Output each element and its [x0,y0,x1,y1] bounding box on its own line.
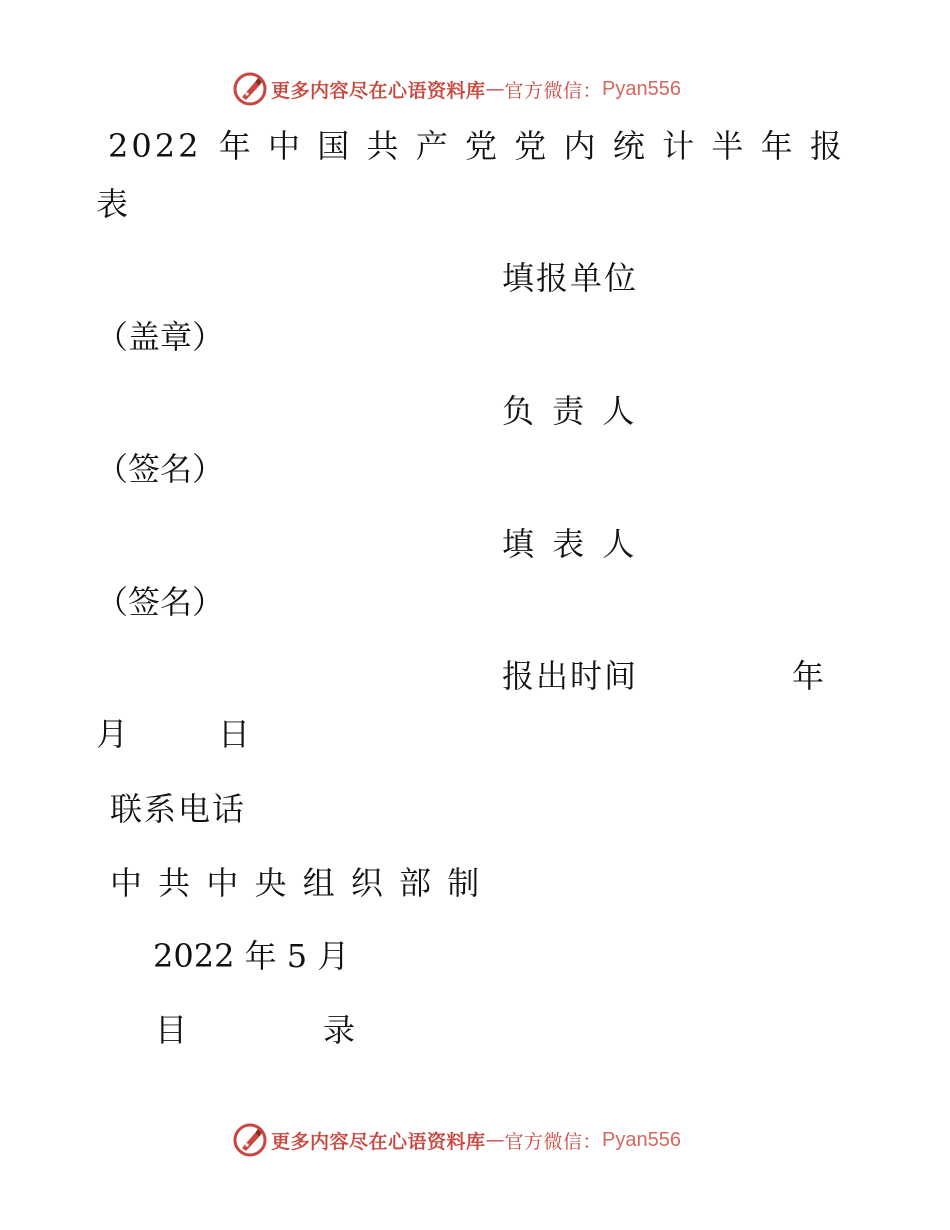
watermark-dash: — [485,78,505,100]
filler-label: 填 表 人 [502,525,639,563]
day-label: 日 [218,715,251,753]
title-char: 党 [514,127,547,165]
title-year: 2022 [108,127,202,165]
title-char: 共 [366,127,399,165]
title-char: 国 [317,127,350,165]
watermark-dash: — [485,1129,505,1151]
watermark-text: 更多内容尽在心语资料库 [271,1130,486,1153]
year-label: 年 [792,657,825,695]
watermark-text: 更多内容尽在心语资料库 [271,79,486,102]
unit-stamp-note: （盖章） [96,318,225,356]
issue-date: 2022 年 5 月 [153,937,350,975]
issuer: 中 共 中 央 组 织 部 制 [110,864,483,902]
report-time-label: 报出时间 [502,657,639,695]
title-char: 统 [612,127,645,165]
watermark-wechat-label: 官方微信： [504,1130,603,1153]
toc-heading-lu: 录 [323,1011,356,1049]
watermark-wechat-label: 官方微信： [504,79,603,102]
title-char: 计 [662,127,695,165]
responsible-label: 负 责 人 [502,392,639,430]
title-last-char: 表 [96,185,129,223]
title-char: 内 [563,127,596,165]
pen-logo-icon [233,72,267,106]
watermark-wechat-id: Pyan556 [602,1128,681,1151]
unit-label: 填报单位 [502,259,639,297]
title-char: 产 [415,127,448,165]
watermark-header [233,71,681,107]
filler-sign-note: （签名） [96,583,225,621]
phone-label: 联系电话 [110,790,247,828]
pen-logo-icon [233,1123,267,1157]
month-label: 月 [96,715,129,753]
watermark-footer [233,1122,681,1158]
title-char: 年 [218,127,251,165]
title-char: 党 [465,127,498,165]
title-char: 报 [809,127,842,165]
title-char: 中 [267,127,300,165]
responsible-sign-note: （签名） [96,450,225,488]
title-char: 半 [711,127,744,165]
title-char: 年 [760,127,793,165]
toc-heading-mu: 目 [155,1011,188,1049]
watermark-wechat-id: Pyan556 [602,77,681,100]
page-title [108,127,842,165]
